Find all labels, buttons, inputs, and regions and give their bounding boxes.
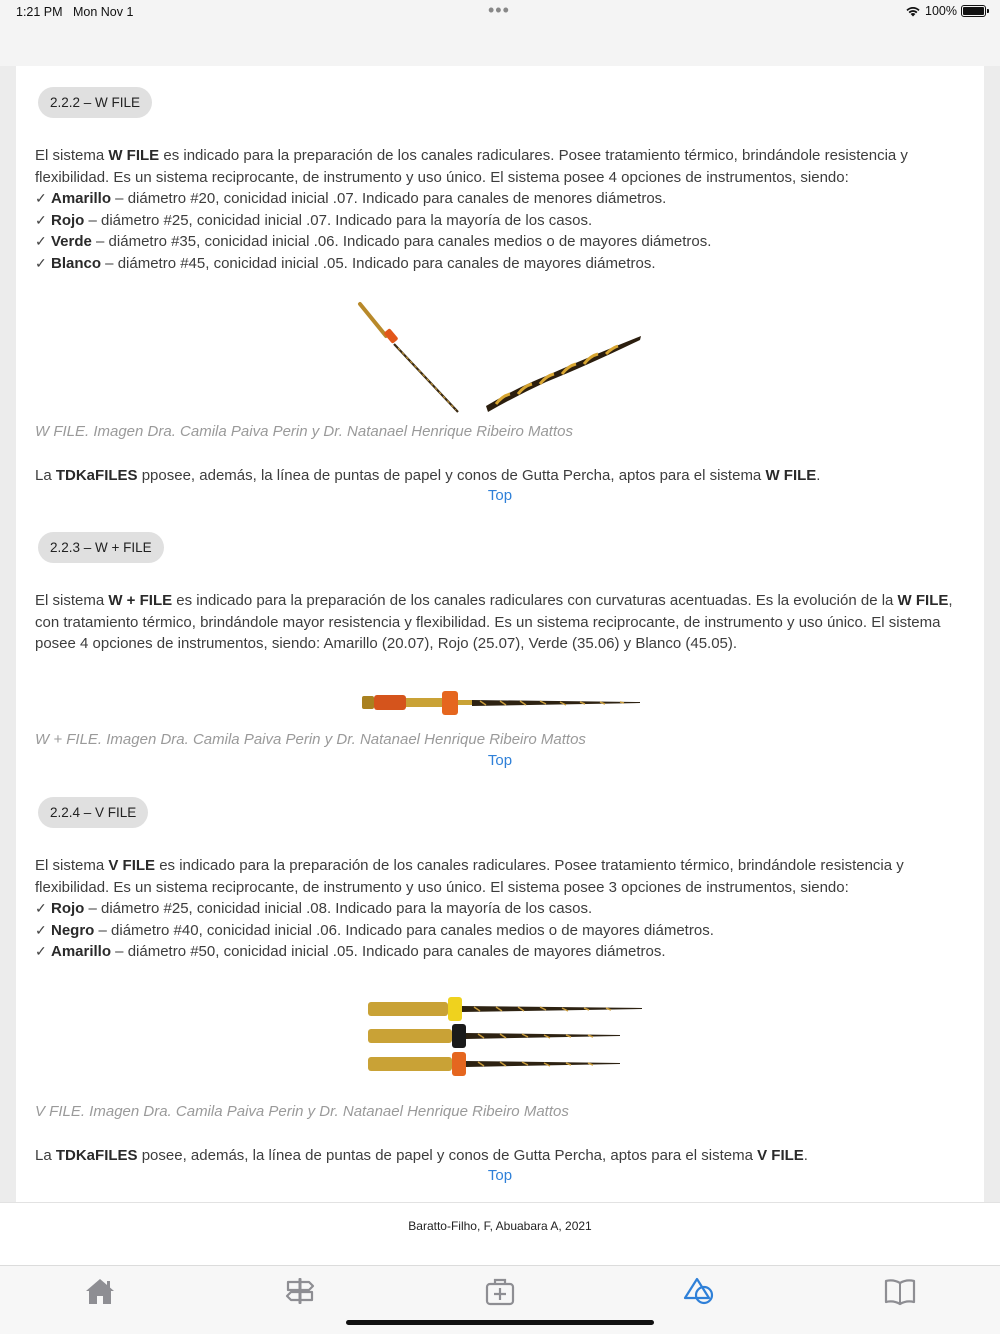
list-item: ✓ Amarillo – diámetro #50, conicidad inicial .05. Indicado para canales de mayores diámetros. <box>35 941 970 963</box>
checkmark-icon: ✓ <box>35 190 47 206</box>
content-card[interactable] <box>16 66 984 1202</box>
book-icon[interactable] <box>883 1276 917 1306</box>
list-item: ✓ Amarillo – diámetro #20, conicidad inicial .07. Indicado para canales de menores diámetros. <box>35 188 970 210</box>
list-item: ✓ Verde – diámetro #35, conicidad inicial .06. Indicado para canales medios o de mayores diámetros. <box>35 231 970 253</box>
list-item: ✓ Blanco – diámetro #45, conicidad inicial .05. Indicado para canales de mayores diámetros. <box>35 253 970 275</box>
w-file-description <box>35 145 970 274</box>
v-file-description <box>35 855 970 963</box>
battery-icon <box>961 5 986 17</box>
date-text: Mon Nov 1 <box>72 5 134 19</box>
w-file-intro: El sistema W FILE es indicado para la preparación de los canales radiculares. Posee tratamiento térmico, brindándole resistencia y flexibilidad. Es un sistema reciprocante, de instrumento y uso único. El sistema posee 4 opciones de instrumentos, siendo: <box>35 147 908 186</box>
wifi-icon <box>905 5 921 17</box>
top-link[interactable]: Top <box>487 1167 513 1184</box>
list-item: ✓ Negro – diámetro #40, conicidad inicial .06. Indicado para canales medios o de mayores diámetros. <box>35 920 970 942</box>
w-file-outro: La TDKaFILES pposee, además, la línea de puntas de papel y conos de Gutta Percha, aptos para el sistema W FILE. <box>35 467 821 484</box>
section-pill-w-file[interactable]: 2.2.2 – W FILE <box>38 87 152 118</box>
top-link[interactable]: Top <box>487 487 513 504</box>
w-file-caption: W FILE. Imagen Dra. Camila Paiva Perin y Dr. Natanael Henrique Ribeiro Mattos <box>35 423 573 440</box>
w-plus-file-caption: W + FILE. Imagen Dra. Camila Paiva Perin y Dr. Natanael Henrique Ribeiro Mattos <box>35 731 586 748</box>
checkmark-icon: ✓ <box>35 254 47 271</box>
footer <box>0 1202 1000 1265</box>
v-file-outro: La TDKaFILES posee, además, la línea de puntas de papel y conos de Gutta Percha, aptos para el sistema V FILE. <box>35 1147 808 1164</box>
status-bar <box>0 0 1000 66</box>
checkmark-icon: ✓ <box>35 943 47 959</box>
medical-kit-icon[interactable] <box>483 1276 517 1306</box>
list-item: ✓ Rojo – diámetro #25, conicidad inicial .08. Indicado para la mayoría de los casos. <box>35 898 970 920</box>
shapes-icon[interactable] <box>683 1276 717 1306</box>
checkmark-icon: ✓ <box>35 900 47 916</box>
v-file-caption: V FILE. Imagen Dra. Camila Paiva Perin y Dr. Natanael Henrique Ribeiro Mattos <box>35 1103 569 1120</box>
status-time <box>16 5 133 19</box>
list-item: ✓ Rojo – diámetro #25, conicidad inicial .07. Indicado para la mayoría de los casos. <box>35 210 970 232</box>
footer-credit: Baratto-Filho, F, Abuabara A, 2021 <box>408 1219 592 1233</box>
v-file-intro: El sistema V FILE es indicado para la preparación de los canales radiculares. Posee tratamiento térmico, brindándole resistencia y flexibilidad. Es un sistema reciprocante, de instrumento y uso único. El sistema posee 3 opciones de instrumentos, siendo: <box>35 857 904 896</box>
home-indicator[interactable] <box>346 1320 654 1325</box>
signpost-icon[interactable] <box>283 1276 317 1306</box>
top-link[interactable]: Top <box>487 752 513 769</box>
checkmark-icon: ✓ <box>35 211 47 228</box>
checkmark-icon: ✓ <box>35 921 47 938</box>
checkmark-icon: ✓ <box>35 233 47 249</box>
battery-percent: 100% <box>925 4 957 18</box>
w-plus-file-image <box>360 686 645 721</box>
house-icon[interactable] <box>83 1276 117 1306</box>
v-file-image <box>364 991 649 1086</box>
multitasking-dots-icon[interactable]: ••• <box>488 0 510 20</box>
status-right <box>905 4 986 18</box>
time-text: 1:21 PM <box>16 5 63 19</box>
section-pill-w-plus-file[interactable]: 2.2.3 – W + FILE <box>38 532 164 563</box>
w-file-image <box>346 296 646 421</box>
section-pill-v-file[interactable]: 2.2.4 – V FILE <box>38 797 148 828</box>
w-plus-file-description: El sistema W + FILE es indicado para la preparación de los canales radiculares con curvaturas acentuadas. Es la evolución de la W FILE, con tratamiento térmico, brindándole mayor resistencia y flexibilidad. Es un sistema reciprocante, de instrumento y uso único. El sistema posee 4 opciones de instrumentos, siendo: Amarillo (20.07), Rojo (25.07), Verde (35.06) y Blanco (45.05). <box>35 592 953 652</box>
